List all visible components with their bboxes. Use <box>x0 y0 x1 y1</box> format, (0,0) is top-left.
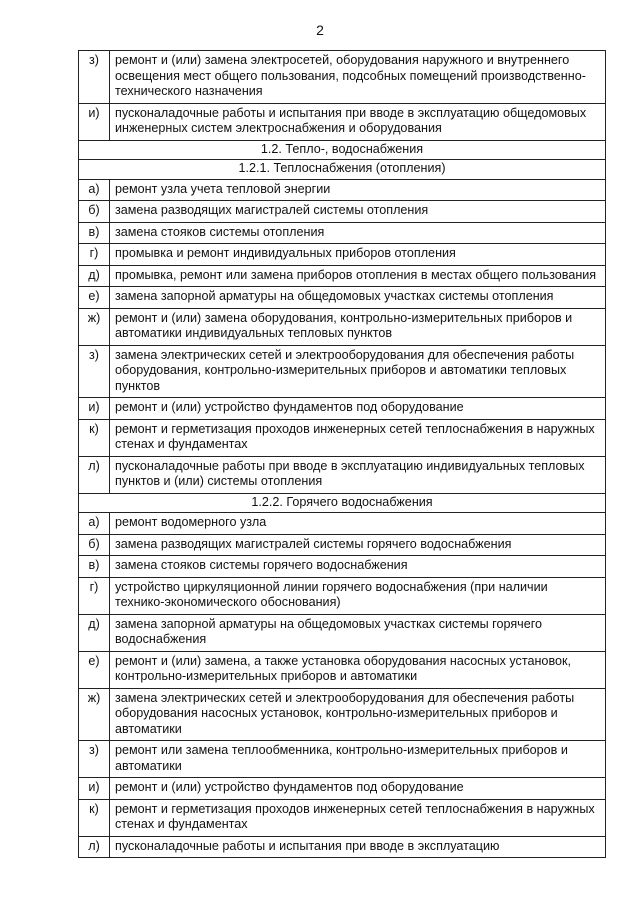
item-letter: ж) <box>79 688 110 741</box>
item-letter: б) <box>79 201 110 223</box>
table-row <box>79 265 606 287</box>
item-letter: к) <box>79 799 110 836</box>
table-row <box>79 799 606 836</box>
section-heading-row <box>79 140 606 160</box>
section-heading-row <box>79 160 606 180</box>
table-row <box>79 688 606 741</box>
item-letter: а) <box>79 179 110 201</box>
item-letter: г) <box>79 244 110 266</box>
table-row <box>79 222 606 244</box>
item-text: замена запорной арматуры на общедомовых участках системы горячего водоснабжения <box>110 614 606 651</box>
item-text: устройство циркуляционной линии горячего водоснабжения (при наличии технико-экономического обоснования) <box>110 577 606 614</box>
table-row <box>79 244 606 266</box>
item-letter: в) <box>79 222 110 244</box>
item-text: пусконаладочные работы и испытания при вводе в эксплуатацию <box>110 836 606 858</box>
item-letter: и) <box>79 398 110 420</box>
section-heading-row <box>79 493 606 513</box>
item-text: пусконаладочные работы и испытания при вводе в эксплуатацию общедомовых инженерных систем электроснабжения и оборудования <box>110 103 606 140</box>
table-row <box>79 287 606 309</box>
item-text: ремонт и (или) замена оборудования, контрольно-измерительных приборов и автоматики индивидуальных тепловых пунктов <box>110 308 606 345</box>
section-heading: 1.2. Тепло-, водоснабжения <box>79 140 606 160</box>
table-row <box>79 577 606 614</box>
item-letter: г) <box>79 577 110 614</box>
table-row <box>79 398 606 420</box>
item-text: замена электрических сетей и электрооборудования для обеспечения работы оборудования насосных установок, контрольно-измерительных приборов и автоматики <box>110 688 606 741</box>
table-row <box>79 179 606 201</box>
table-row <box>79 836 606 858</box>
item-letter: л) <box>79 456 110 493</box>
item-text: ремонт и (или) замена, а также установка оборудования насосных установок, контрольно-измерительных приборов и автоматики <box>110 651 606 688</box>
table-row <box>79 201 606 223</box>
item-text: замена разводящих магистралей системы отопления <box>110 201 606 223</box>
item-letter: з) <box>79 345 110 398</box>
table-body <box>79 51 606 858</box>
table-row <box>79 651 606 688</box>
table-row <box>79 51 606 104</box>
item-text: ремонт узла учета тепловой энергии <box>110 179 606 201</box>
item-letter: а) <box>79 513 110 535</box>
item-letter: ж) <box>79 308 110 345</box>
item-text: замена разводящих магистралей системы горячего водоснабжения <box>110 534 606 556</box>
item-text: ремонт и (или) замена электросетей, оборудования наружного и внутреннего освещения мест общего пользования, подсобных помещений производственно-технического назначения <box>110 51 606 104</box>
item-text: промывка и ремонт индивидуальных приборов отопления <box>110 244 606 266</box>
table-row <box>79 103 606 140</box>
item-text: ремонт и герметизация проходов инженерных сетей теплоснабжения в наружных стенах и фундаментах <box>110 419 606 456</box>
item-letter: л) <box>79 836 110 858</box>
section-heading: 1.2.1. Теплоснабжения (отопления) <box>79 160 606 180</box>
page-number: 2 <box>316 22 324 38</box>
item-letter: и) <box>79 778 110 800</box>
item-letter: е) <box>79 651 110 688</box>
works-table <box>78 50 606 858</box>
item-text: замена стояков системы отопления <box>110 222 606 244</box>
table-row <box>79 778 606 800</box>
table-row <box>79 513 606 535</box>
table-row <box>79 345 606 398</box>
table-row <box>79 419 606 456</box>
item-text: замена стояков системы горячего водоснабжения <box>110 556 606 578</box>
section-heading: 1.2.2. Горячего водоснабжения <box>79 493 606 513</box>
item-text: пусконаладочные работы при вводе в эксплуатацию индивидуальных тепловых пунктов и (или) системы отопления <box>110 456 606 493</box>
item-text: промывка, ремонт или замена приборов отопления в местах общего пользования <box>110 265 606 287</box>
item-text: замена запорной арматуры на общедомовых участках системы отопления <box>110 287 606 309</box>
item-text: замена электрических сетей и электрооборудования для обеспечения работы оборудования, контрольно-измерительных приборов и автоматики тепловых пунктов <box>110 345 606 398</box>
item-letter: к) <box>79 419 110 456</box>
item-letter: б) <box>79 534 110 556</box>
table-row <box>79 741 606 778</box>
item-letter: и) <box>79 103 110 140</box>
item-letter: з) <box>79 51 110 104</box>
item-letter: д) <box>79 614 110 651</box>
item-text: ремонт или замена теплообменника, контрольно-измерительных приборов и автоматики <box>110 741 606 778</box>
table-row <box>79 308 606 345</box>
item-letter: в) <box>79 556 110 578</box>
item-text: ремонт и герметизация проходов инженерных сетей теплоснабжения в наружных стенах и фундаментах <box>110 799 606 836</box>
item-text: ремонт и (или) устройство фундаментов под оборудование <box>110 398 606 420</box>
table-row <box>79 456 606 493</box>
item-text: ремонт водомерного узла <box>110 513 606 535</box>
item-letter: д) <box>79 265 110 287</box>
table-row <box>79 534 606 556</box>
table-row <box>79 556 606 578</box>
item-letter: з) <box>79 741 110 778</box>
item-letter: е) <box>79 287 110 309</box>
item-text: ремонт и (или) устройство фундаментов под оборудование <box>110 778 606 800</box>
table-row <box>79 614 606 651</box>
